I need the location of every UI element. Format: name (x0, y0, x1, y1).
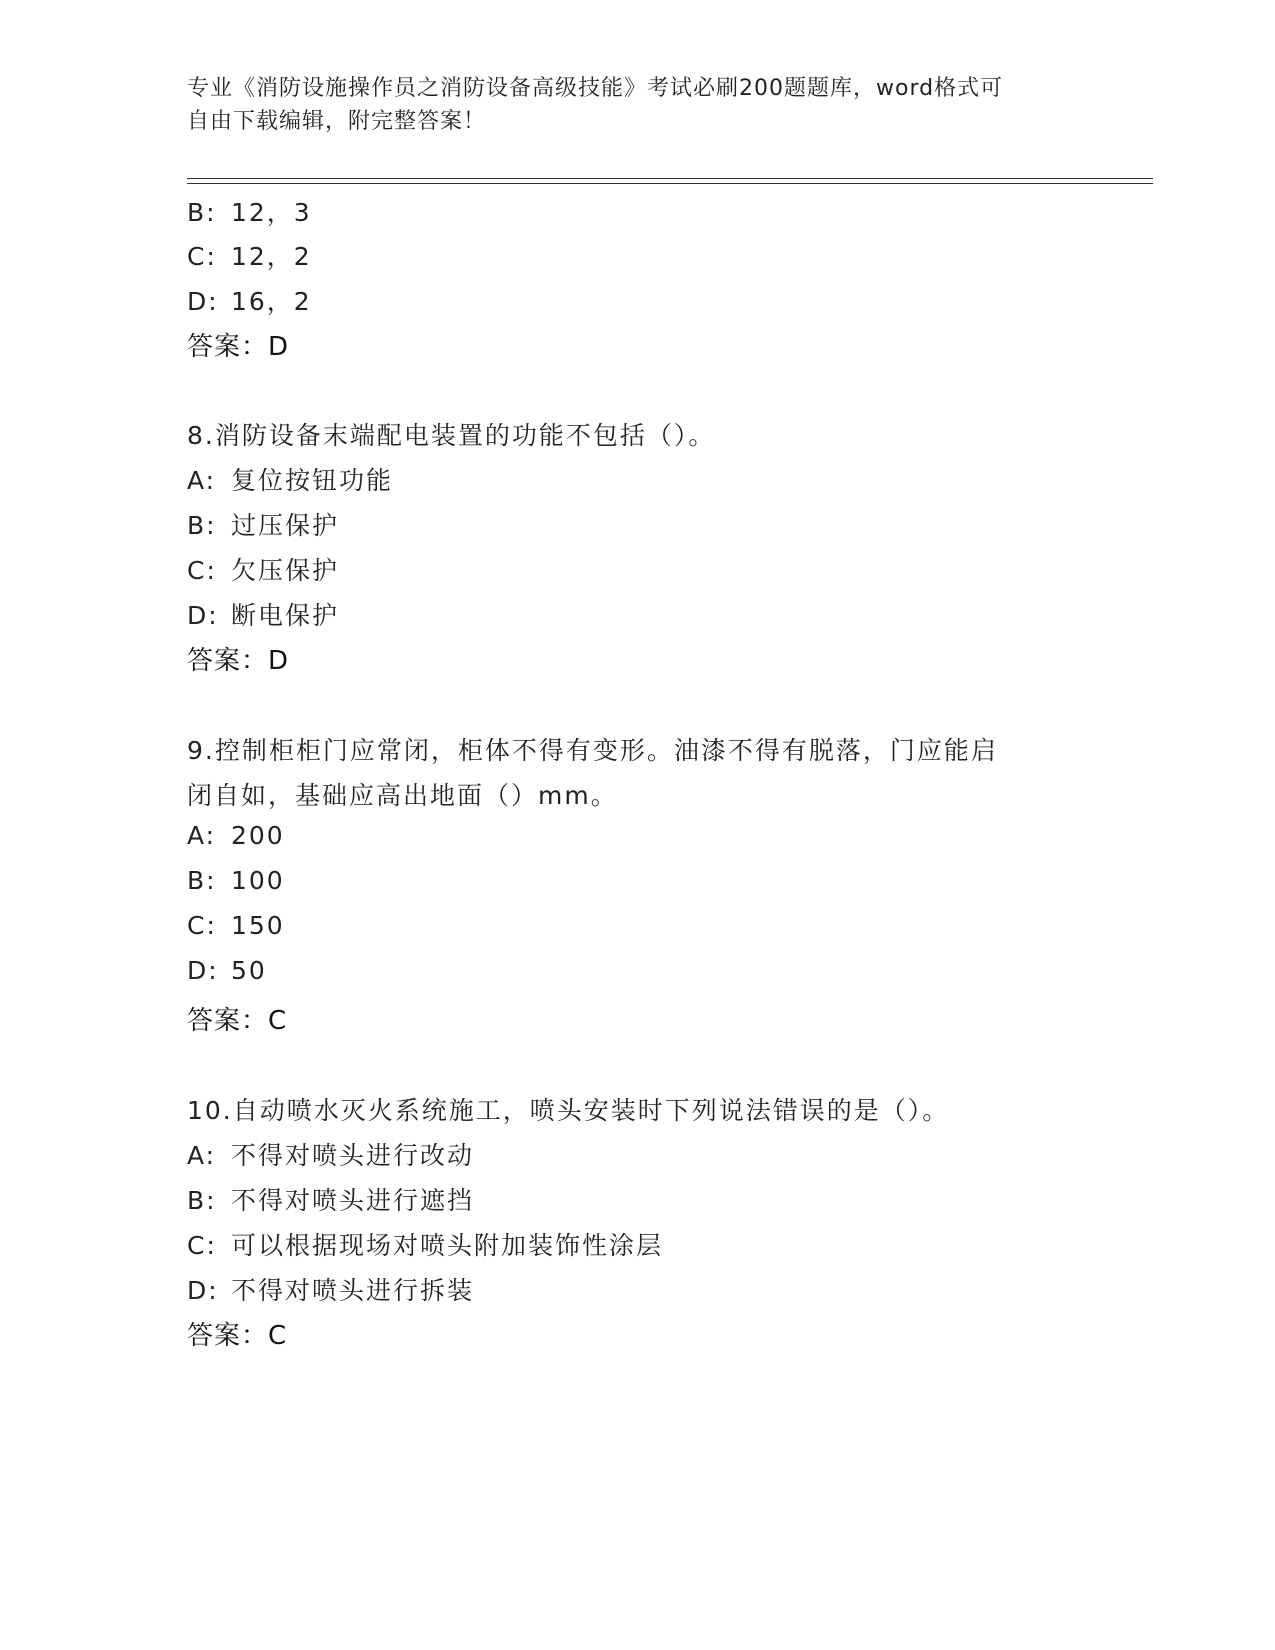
option-letter: B: (187, 511, 217, 540)
q10-option-d (187, 1271, 1087, 1307)
option-text: 断电保护 (231, 601, 340, 630)
option-text: 过压保护 (231, 511, 340, 540)
q10-option-b (187, 1181, 1087, 1217)
option-letter: D: (187, 287, 219, 316)
q7-option-b (187, 193, 1087, 229)
header-line-1: 专业《消防设施操作员之消防设备高级技能》考试必刷200题题库，word格式可 (187, 76, 1004, 101)
option-text: 200 (231, 821, 285, 850)
q9-option-a (187, 821, 1087, 850)
option-letter: A: (187, 466, 217, 495)
option-letter: C: (187, 1231, 217, 1260)
option-text: 100 (231, 866, 285, 895)
q9-answer: 答案：C (187, 1006, 288, 1036)
document-header (187, 72, 1067, 138)
option-text: 可以根据现场对喷头附加装饰性涂层 (231, 1231, 664, 1260)
q8-answer: 答案：D (187, 646, 290, 676)
option-text: 12，3 (231, 198, 312, 227)
option-letter: D: (187, 601, 219, 630)
option-text: 12，2 (231, 242, 312, 271)
option-text: 不得对喷头进行改动 (231, 1141, 475, 1170)
header-divider-top (187, 178, 1153, 179)
option-text: 欠压保护 (231, 556, 340, 585)
q8-option-c (187, 551, 1087, 587)
option-letter: D: (187, 1276, 219, 1305)
q7-option-d (187, 282, 1087, 318)
q9-question-line-2: 闭自如，基础应高出地面（）mm。 (187, 781, 618, 810)
option-letter: B: (187, 198, 217, 227)
option-text: 150 (231, 911, 285, 940)
q10-question: 10.自动喷水灭火系统施工，喷头安装时下列说法错误的是（）。 (187, 1096, 950, 1125)
option-letter: C: (187, 911, 217, 940)
q7-answer: 答案：D (187, 332, 290, 362)
q10-option-a (187, 1136, 1087, 1172)
option-letter: D: (187, 956, 219, 985)
option-letter: B: (187, 1186, 217, 1215)
option-letter: A: (187, 1141, 217, 1170)
option-text: 50 (231, 956, 267, 985)
option-text: 复位按钮功能 (231, 466, 394, 495)
option-text: 16，2 (231, 287, 312, 316)
q10-answer: 答案：C (187, 1321, 288, 1351)
option-text: 不得对喷头进行遮挡 (231, 1186, 475, 1215)
option-letter: C: (187, 556, 217, 585)
q8-question: 8.消防设备末端配电装置的功能不包括（）。 (187, 421, 716, 450)
q10-option-c (187, 1226, 1087, 1262)
q7-option-c (187, 237, 1087, 273)
q9-option-c (187, 911, 1087, 940)
q9-option-b (187, 866, 1087, 895)
q8-option-a (187, 461, 1087, 497)
option-letter: C: (187, 242, 217, 271)
header-line-2: 自由下载编辑，附完整答案！ (187, 109, 487, 134)
q9-option-d (187, 956, 1087, 985)
option-letter: B: (187, 866, 217, 895)
option-letter: A: (187, 821, 217, 850)
option-text: 不得对喷头进行拆装 (231, 1276, 475, 1305)
header-divider-bottom (187, 183, 1153, 184)
q8-option-d (187, 596, 1087, 632)
q8-option-b (187, 506, 1087, 542)
q9-question-line-1: 9.控制柜柜门应常闭，柜体不得有变形。油漆不得有脱落，门应能启 (187, 736, 998, 765)
